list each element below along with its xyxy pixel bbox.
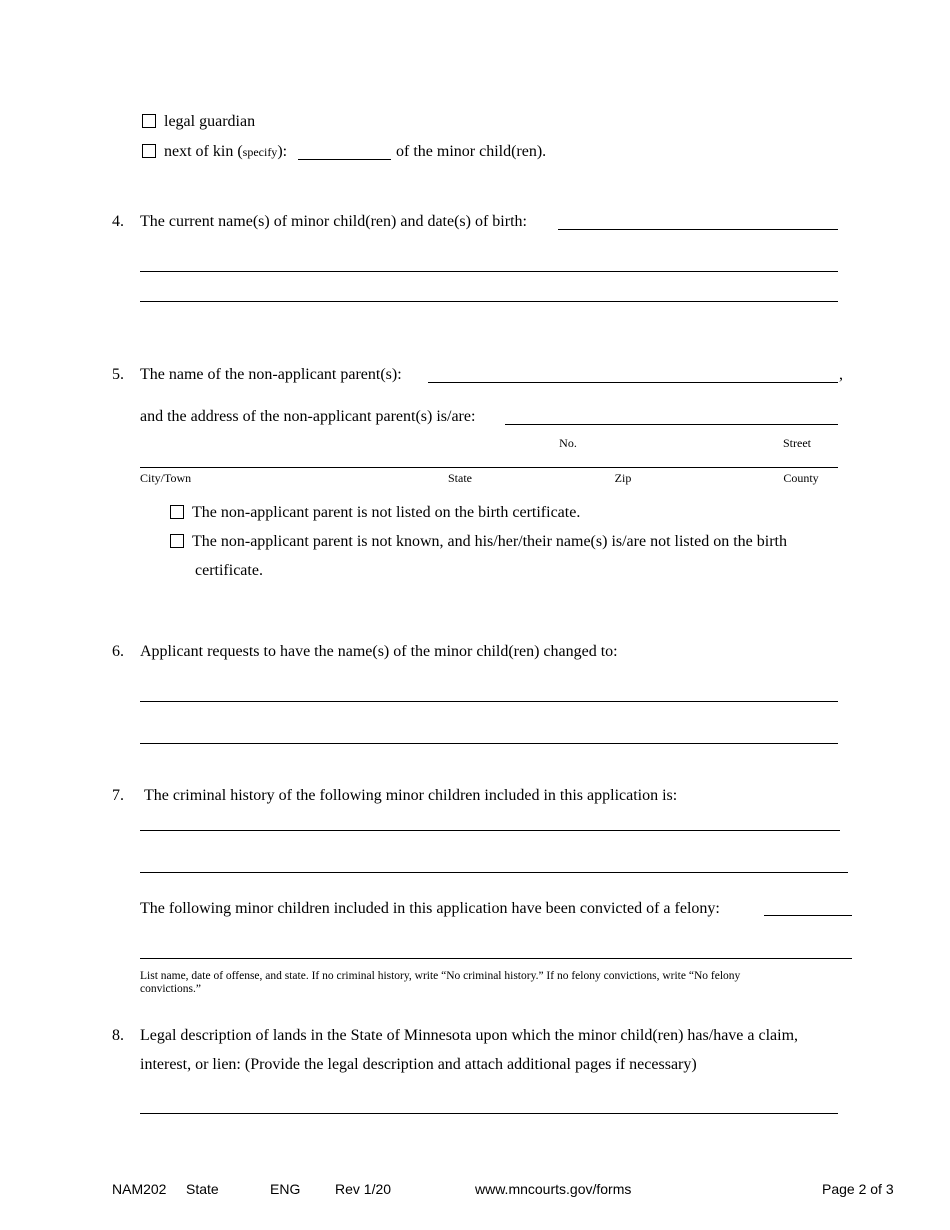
footer-language: ENG: [270, 1181, 301, 1197]
item-8-number: 8.: [112, 1027, 124, 1044]
label-street: Street: [783, 436, 811, 450]
felony-field-2[interactable]: [140, 958, 852, 959]
label-county: County: [783, 471, 819, 485]
item-6-text: Applicant requests to have the name(s) of the minor child(ren) changed to:: [140, 643, 618, 660]
item-5-name-text: The name of the non-applicant parent(s):: [140, 366, 402, 383]
criminal-history-instructions: [140, 970, 840, 996]
item-8-line-1: Legal description of lands in the State of Minnesota upon which the minor child(ren) has/have a claim,: [140, 1027, 799, 1044]
name-comma: ,: [839, 366, 843, 383]
new-names-field-2[interactable]: [140, 743, 838, 744]
next-of-kin-checkbox[interactable]: [142, 144, 156, 158]
address-city-field[interactable]: [140, 467, 838, 468]
item-4-number: 4.: [112, 213, 124, 230]
footer-revision: Rev 1/20: [335, 1181, 392, 1197]
not-listed-checkbox[interactable]: [170, 505, 184, 519]
children-names-field-2[interactable]: [140, 271, 838, 272]
children-names-field-3[interactable]: [140, 301, 838, 302]
item-7-text: The criminal history of the following minor children included in this application is:: [144, 787, 678, 804]
label-zip: Zip: [614, 471, 632, 485]
next-of-kin-label: [164, 143, 287, 161]
item-5-address-text: and the address of the non-applicant parent(s) is/are:: [140, 408, 476, 425]
footer-form-id: NAM202: [112, 1181, 167, 1197]
criminal-history-field-1[interactable]: [140, 830, 840, 831]
next-of-kin-prefix: next of kin (: [164, 143, 243, 160]
new-names-field-1[interactable]: [140, 701, 838, 702]
item-4-text: The current name(s) of minor child(ren) and date(s) of birth:: [140, 213, 527, 230]
criminal-history-field-2[interactable]: [140, 872, 848, 873]
label-no: No.: [559, 436, 577, 450]
instructions-line-2: convictions.”: [140, 983, 201, 995]
legal-description-field[interactable]: [140, 1113, 838, 1114]
footer-page: Page 2 of 3: [822, 1181, 894, 1197]
footer-url: www.mncourts.gov/forms: [475, 1181, 632, 1197]
not-known-checkbox[interactable]: [170, 534, 184, 548]
not-known-label-line-2: certificate.: [195, 562, 263, 579]
label-city: City/Town: [140, 471, 192, 485]
legal-guardian-checkbox[interactable]: [142, 114, 156, 128]
label-state: State: [448, 471, 472, 485]
item-5-number: 5.: [112, 366, 124, 383]
felony-text: The following minor children included in this application have been convicted of a felony:: [140, 900, 720, 917]
item-8-line-2: interest, or lien: (Provide the legal description and attach additional pages if necessary): [140, 1056, 697, 1073]
of-minor-label: of the minor child(ren).: [396, 143, 547, 160]
next-of-kin-suffix: ):: [277, 143, 288, 160]
footer-jurisdiction: State: [186, 1181, 219, 1197]
non-applicant-name-field[interactable]: [428, 382, 838, 383]
not-known-label-line-1: The non-applicant parent is not known, and his/her/their name(s) is/are not listed on the birth: [192, 533, 787, 550]
not-listed-label: The non-applicant parent is not listed on the birth certificate.: [192, 504, 581, 521]
children-names-field-1[interactable]: [558, 229, 838, 230]
item-6-number: 6.: [112, 643, 124, 660]
next-of-kin-field[interactable]: [298, 159, 391, 160]
item-7-number: 7.: [112, 787, 124, 804]
legal-guardian-label: legal guardian: [164, 113, 256, 130]
address-street-field[interactable]: [505, 424, 838, 425]
felony-field[interactable]: [764, 915, 852, 916]
specify-hint: specify: [242, 145, 278, 159]
instructions-line-1: List name, date of offense, and state. If no criminal history, write “No criminal history.” If no felony convictions, write “No felony: [140, 970, 741, 982]
